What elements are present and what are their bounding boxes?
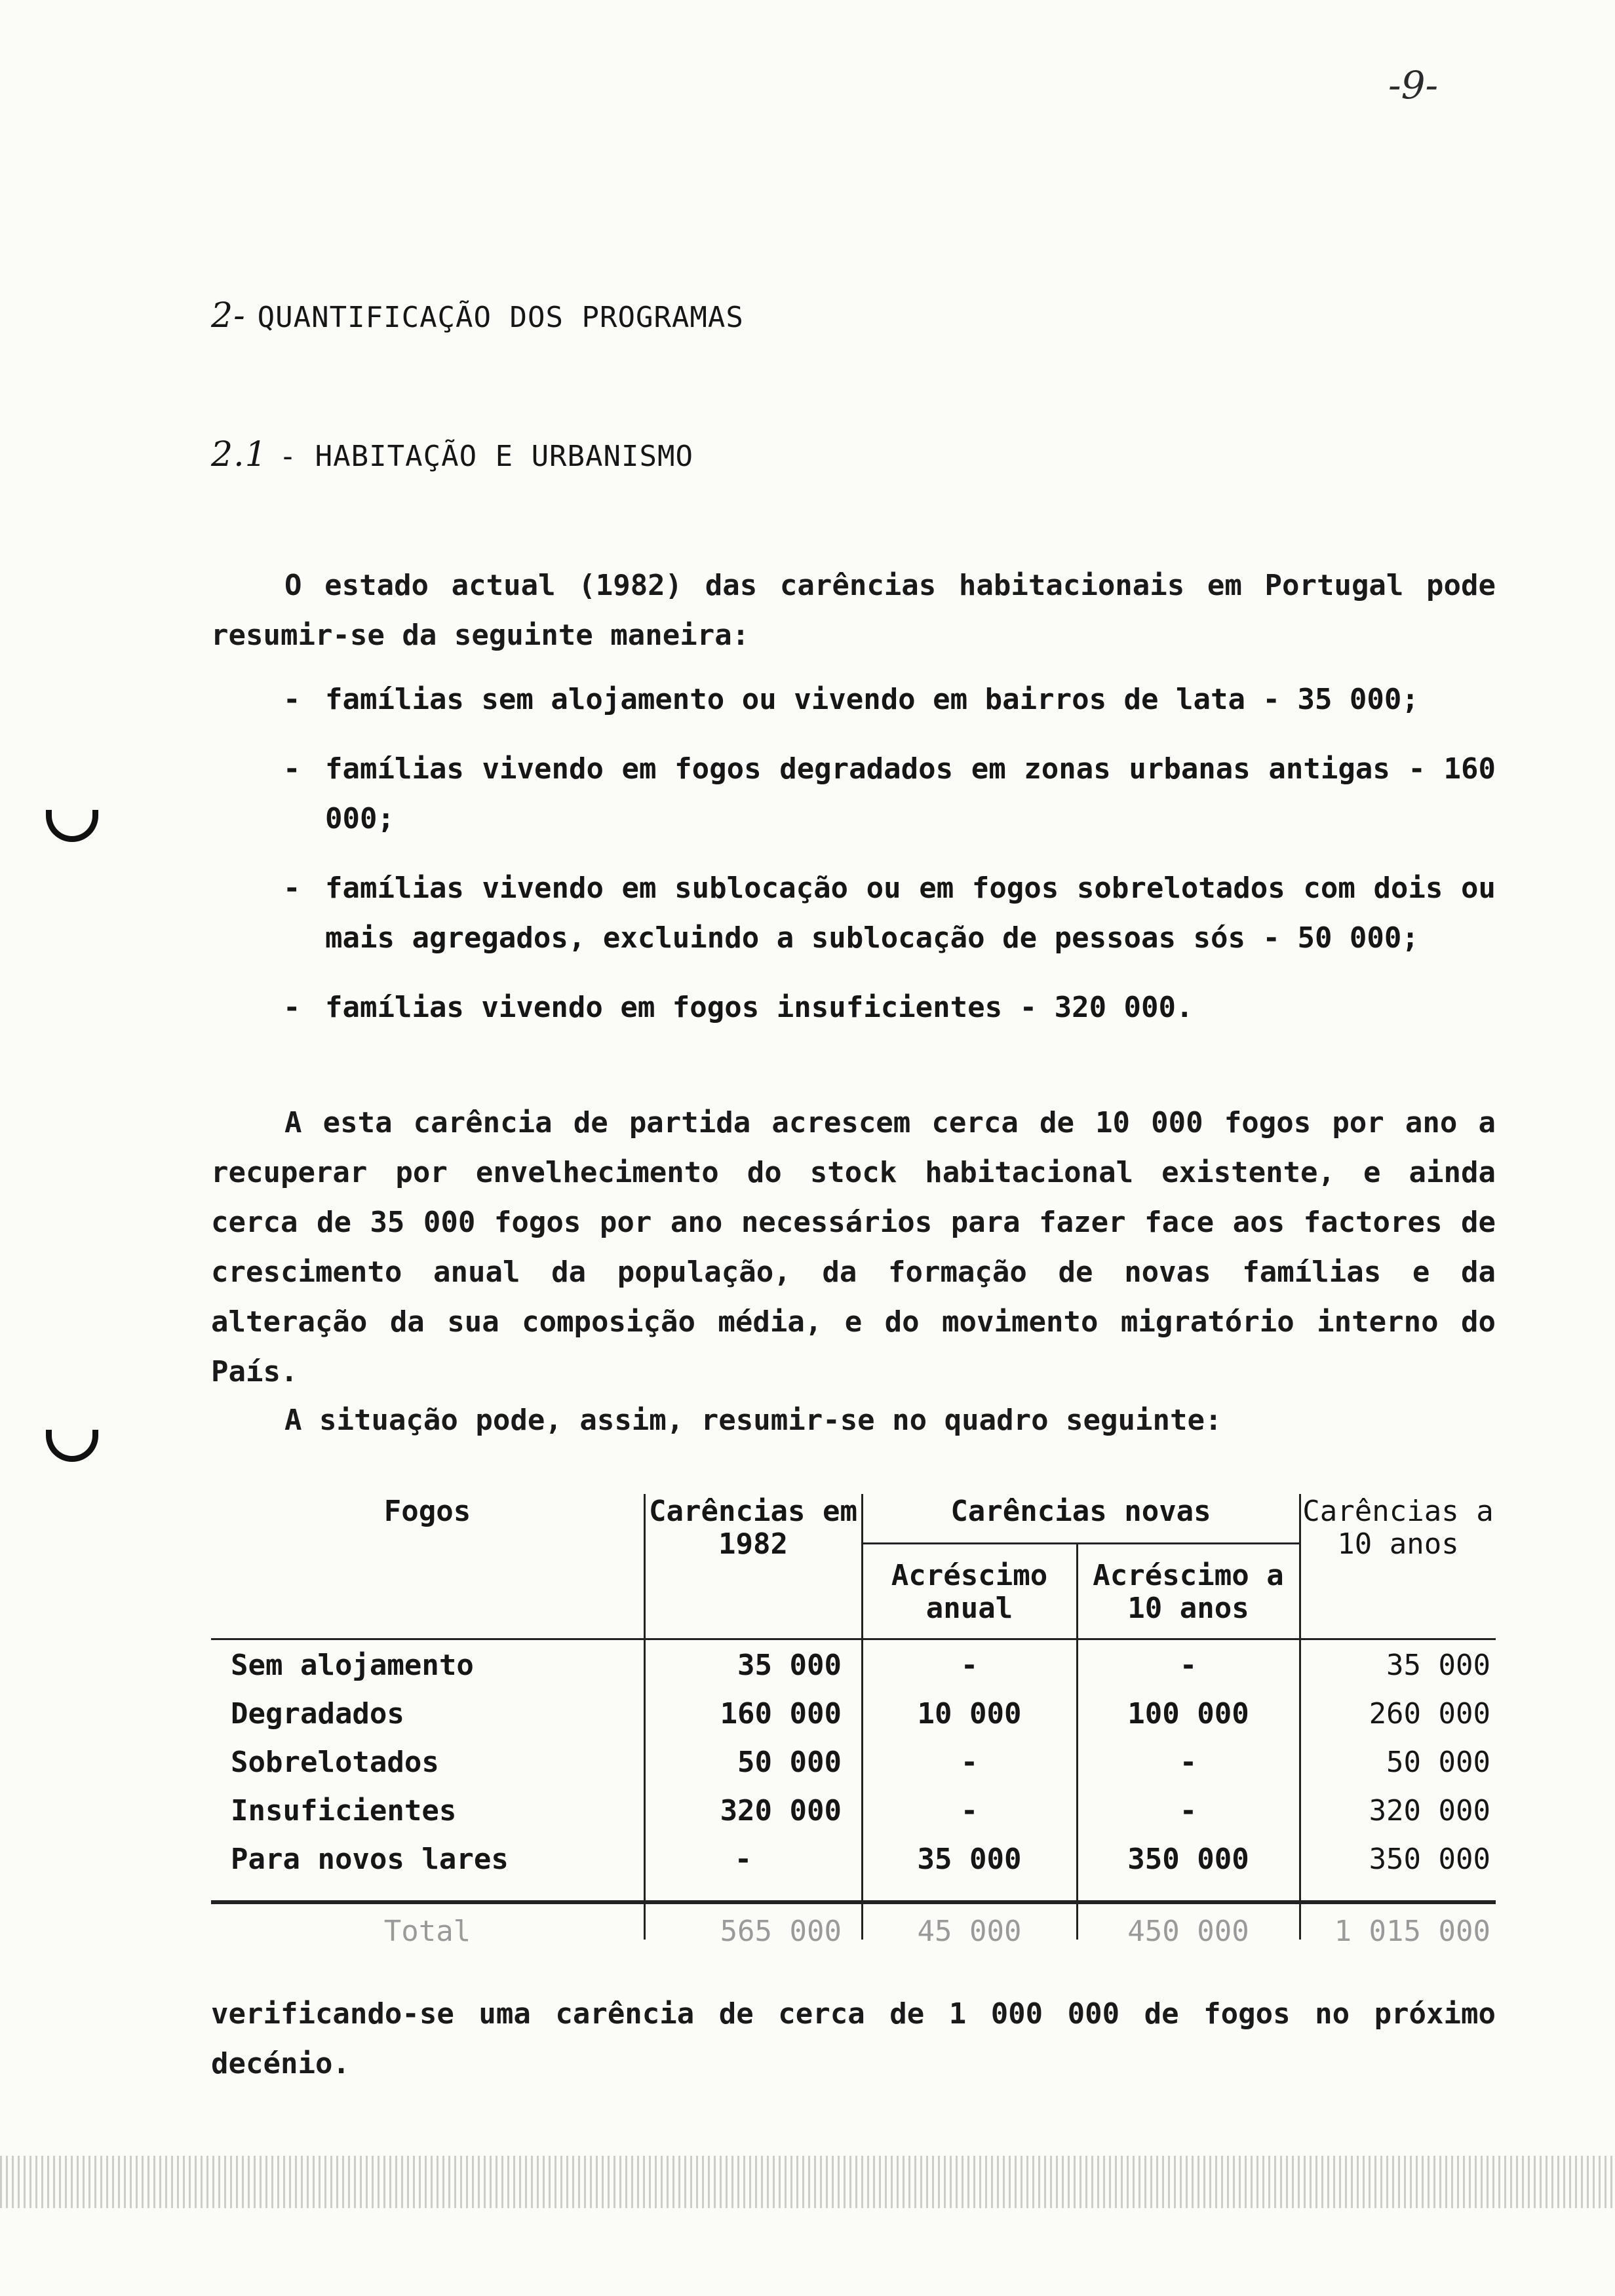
body-paragraph	[211, 1098, 1496, 1397]
header-carencias-novas: Carências novas	[950, 1495, 1211, 1528]
subsection-number: 2.1	[211, 435, 267, 474]
header-carencias-10: Carências a 10 anos	[1302, 1495, 1494, 1561]
conclusion-text: verificando-se uma carência de cerca de 1 000 000 de fogos no próximo decénio.	[211, 1997, 1496, 2080]
shortage-list	[283, 675, 1496, 1052]
header-fogos: Fogos	[383, 1495, 471, 1528]
list-item: - famílias vivendo em fogos degradados em zonas urbanas antigas - 160 000;	[283, 752, 1496, 835]
list-item: - famílias vivendo em sublocação ou em fogos sobrelotados com dois ou mais agregados, excluindo a sublocação de pessoas sós - 50 000;	[283, 871, 1496, 955]
binder-hole-mark	[46, 1430, 98, 1462]
intro-text: O estado actual (1982) das carências habitacionais em Portugal pode resumir-se da seguinte maneira:	[211, 569, 1496, 652]
scan-artifact	[0, 2156, 1615, 2208]
section-title: QUANTIFICAÇÃO DOS PROGRAMAS	[257, 301, 744, 334]
subsection-title: - HABITAÇÃO E URBANISMO	[279, 440, 693, 473]
conclusion-paragraph	[211, 1989, 1496, 2089]
body-text: A esta carência de partida acrescem cerca de 10 000 fogos por ano a recuperar por envelhecimento do stock habitacional existente, e ainda cerca de 35 000 fogos por ano necessários para fazer face aos factores de crescimento anual da população, da formação de novas famílias e da alteração da sua composição média, e do movimento migratório interno do País.	[211, 1106, 1496, 1388]
subsection-heading	[211, 435, 693, 474]
section-number: 2-	[211, 296, 246, 335]
binder-hole-mark	[46, 810, 98, 842]
list-item: - famílias sem alojamento ou vivendo em bairros de lata - 35 000;	[283, 683, 1419, 716]
header-carencias-1982: Carências em 1982	[649, 1495, 857, 1561]
housing-table: Fogos Carências em 1982 Carências novas Acréscimo anual Acréscimo a 10 anos Carências a 10 anos Sem alojamento 35 000 - - 35 000 Degradados 160 000 10 000 100 000 260 000 Sobrelotados 50 000 - - 50 000 Insuficientes 320 000 - - 320 000 Para novos lares - 35 000 350 000 350 000 Total 565 000 45 000 450 000 1 015 000	[211, 1481, 1496, 1966]
list-item: - famílias vivendo em fogos insuficientes - 320 000.	[283, 991, 1194, 1024]
section-heading	[211, 296, 744, 335]
intro-paragraph	[211, 561, 1496, 660]
table-intro-paragraph	[211, 1396, 1496, 1445]
table-intro-text: A situação pode, assim, resumir-se no quadro seguinte:	[284, 1404, 1222, 1437]
header-acrescimo-10: Acréscimo a 10 anos	[1093, 1559, 1284, 1625]
header-acrescimo-anual: Acréscimo anual	[891, 1559, 1048, 1625]
page-number: -9-	[1388, 63, 1439, 107]
